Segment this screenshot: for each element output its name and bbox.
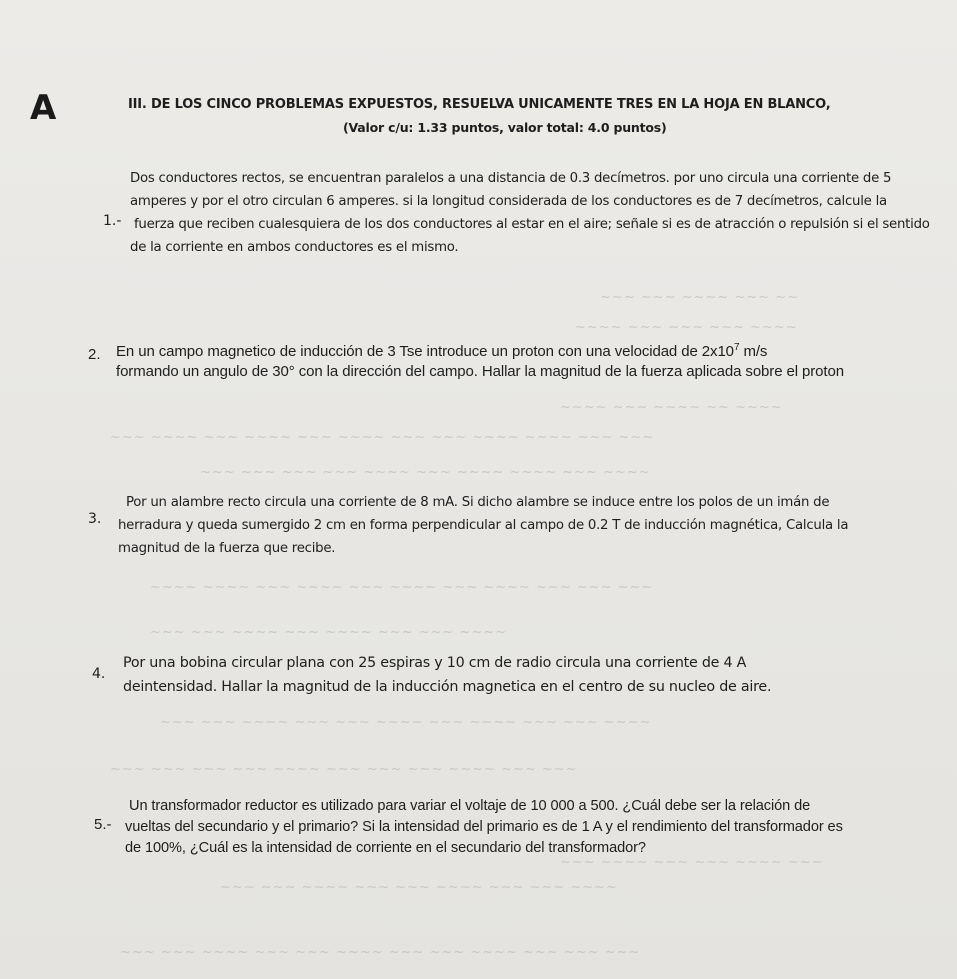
angle-value: 30° <box>272 363 295 380</box>
problem-3-line: Por un alambre recto circula una corriente de 8 mA. Si dicho alambre se induce entre los polos de un imán de <box>126 495 830 510</box>
problem-3-number: 3. <box>88 511 102 527</box>
problem-5-text <box>125 796 843 859</box>
problem-2-number: 2. <box>88 346 101 363</box>
bleed-through-mark: ~~~ ~~~~ ~~~ ~~~ ~~~~ ~~~ <box>560 855 824 870</box>
problem-2-text-part: formando un angulo de <box>116 363 273 380</box>
problem-5-number: 5.- <box>94 816 112 833</box>
problem-3-line: herradura y queda sumergido 2 cm en forma perpendicular al campo de 0.2 T de inducción magnética, Calcula la <box>118 518 849 533</box>
bleed-through-mark: ~~~ ~~~ ~~~~ ~~~ ~~~ ~~~~ ~~~ ~~~ ~~~~ <box>220 880 618 895</box>
bleed-through-mark: ~~~~ ~~~ ~~~ ~~~ ~~~~ <box>575 320 798 335</box>
bleed-through-mark: ~~~ ~~~ ~~~ ~~~ ~~~~ ~~~ ~~~~ ~~~~ ~~~ ~~~~ <box>200 465 651 480</box>
bleed-through-mark: ~~~~ ~~~ ~~~~ ~~ ~~~~ <box>560 400 783 415</box>
bleed-through-mark: ~~~ ~~~ ~~~ ~~~ ~~~~ ~~~ ~~~ ~~~ ~~~~ ~~~ ~~~ <box>110 762 578 777</box>
section-scoring: (Valor c/u: 1.33 puntos, valor total: 4.0 puntos) <box>343 120 667 135</box>
problem-2-text-part: con la dirección del campo. Hallar la magnitud de la fuerza aplicada sobre el proton <box>294 363 844 380</box>
problem-2-text <box>116 338 844 382</box>
problem-1-line: Dos conductores rectos, se encuentran paralelos a una distancia de 0.3 decímetros. por uno circula una corriente de 5 <box>130 171 892 186</box>
bleed-through-mark: ~~~ ~~~ ~~~~ ~~~ ~~~~ ~~~ ~~~ ~~~~ <box>150 625 508 640</box>
problem-4-line: deintensidad. Hallar la magnitud de la inducción magnetica en el centro de su nucleo de aire. <box>123 679 772 695</box>
problem-1-line: amperes y por el otro circulan 6 amperes. si la longitud considerada de los conductores es de 7 decímetros, calcule la <box>130 194 887 209</box>
bleed-through-mark: ~~~ ~~~ ~~~~ ~~~ ~~~ ~~~~ ~~~ ~~~ ~~~~ ~~~ ~~~ ~~~ <box>120 945 641 960</box>
bleed-through-mark: ~~~~ ~~~~ ~~~ ~~~~ ~~~ ~~~~ ~~~ ~~~~ ~~~ ~~~ ~~~ <box>150 580 654 595</box>
problem-5-line: vueltas del secundario y el primario? Si la intensidad del primario es de 1 A y el rendimiento del transformador es <box>125 819 843 835</box>
bleed-through-mark: ~~~ ~~~ ~~~~ ~~~ ~~ <box>600 290 799 305</box>
problem-4-text <box>123 651 771 699</box>
velocity-mantissa: 2x10 <box>701 343 734 360</box>
problem-4-line: Por una bobina circular plana con 25 espiras y 10 cm de radio circula una corriente de 4 A <box>123 655 747 671</box>
problem-1-line: fuerza que reciben cualesquiera de los dos conductores al estar en el aire; señale si es de atracción o repulsión si el sentido <box>134 217 930 232</box>
proton-velocity <box>702 343 740 360</box>
problem-1-line: de la corriente en ambos conductores es el mismo. <box>130 240 459 255</box>
problem-2-line-1 <box>116 338 844 362</box>
exam-version-letter: A <box>30 88 57 128</box>
problem-3-text <box>118 491 848 560</box>
bleed-through-mark: ~~~ ~~~ ~~~~ ~~~ ~~~ ~~~~ ~~~ ~~~~ ~~~ ~~~ ~~~~ <box>160 715 652 730</box>
problem-3-line: magnitud de la fuerza que recibe. <box>118 541 336 556</box>
problem-4-number: 4. <box>92 666 106 682</box>
problem-2-line-2 <box>116 362 844 382</box>
velocity-exponent: 7 <box>733 342 740 353</box>
problem-5-line: Un transformador reductor es utilizado para variar el voltaje de 10 000 a 500. ¿Cuál debe ser la relación de <box>129 798 811 814</box>
problem-1-number: 1.- <box>103 213 122 229</box>
section-title: III. DE LOS CINCO PROBLEMAS EXPUESTOS, RESUELVA UNICAMENTE TRES EN LA HOJA EN BLANCO, <box>128 97 831 112</box>
problem-1-text <box>130 167 930 259</box>
bleed-through-mark: ~~~ ~~~~ ~~~ ~~~~ ~~~ ~~~~ ~~~ ~~~ ~~~~ ~~~~ ~~~ ~~~ <box>110 430 655 445</box>
problem-5-line: de 100%, ¿Cuál es la intensidad de corriente en el secundario del transformador? <box>125 840 646 856</box>
problem-2-text-part: En un campo magnetico de inducción de 3 Tse introduce un proton con una velocidad de <box>116 343 702 360</box>
velocity-unit: m/s <box>739 343 768 360</box>
